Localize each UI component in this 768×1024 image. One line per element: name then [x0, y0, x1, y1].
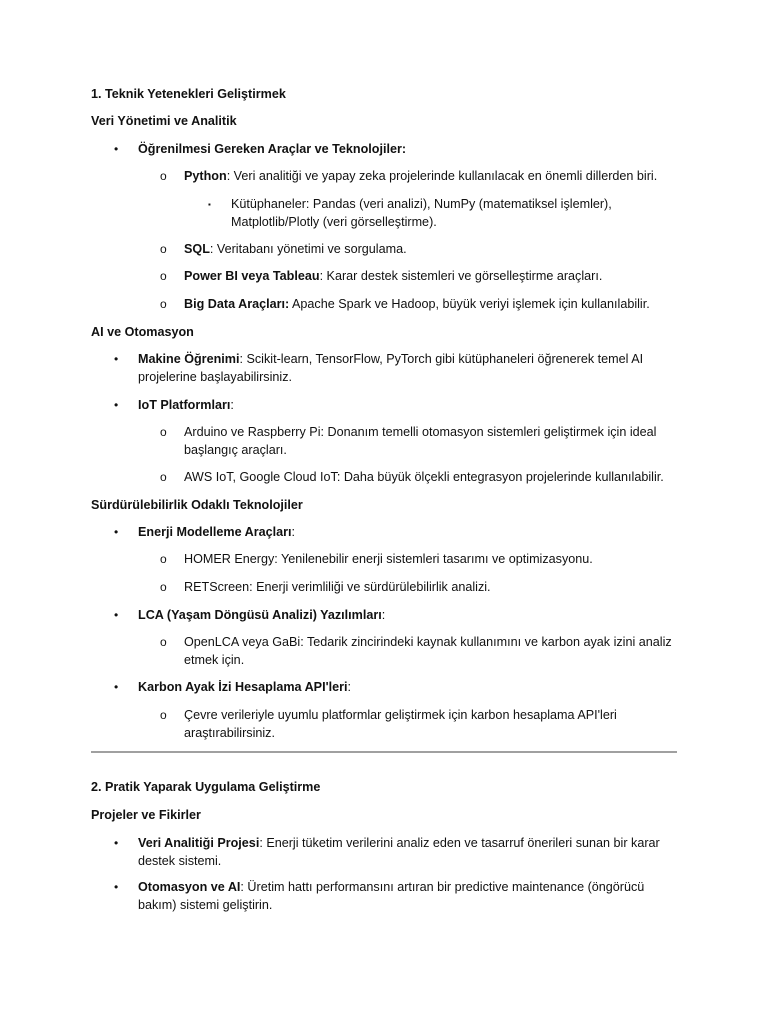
powerbi-text: : Karar destek sistemleri ve görselleştirme araçları.: [319, 269, 603, 283]
bigdata-text: Apache Spark ve Hadoop, büyük veriyi işlemek için kullanılabilir.: [289, 297, 650, 311]
list-item-cevre: [160, 707, 678, 742]
bullet-marker: •: [114, 680, 119, 694]
circle-marker: o: [160, 708, 167, 722]
bullet-marker: •: [114, 142, 119, 156]
circle-marker: o: [160, 470, 167, 484]
karbon-api-colon: :: [347, 680, 351, 694]
list-item-bigdata: [160, 296, 678, 314]
horizontal-rule: [91, 751, 677, 753]
otomasyon-ai-label: Otomasyon ve AI: [138, 880, 241, 894]
circle-marker: o: [160, 425, 167, 439]
homer-text: HOMER Energy: Yenilenebilir enerji sistemleri tasarımı ve optimizasyonu.: [184, 552, 593, 566]
circle-marker: o: [160, 297, 167, 311]
circle-marker: o: [160, 242, 167, 256]
retscreen-text: RETScreen: Enerji verimliliği ve sürdürülebilirlik analizi.: [184, 580, 491, 594]
list-item-sql: [160, 241, 678, 259]
bullet-marker: •: [114, 525, 119, 539]
heading-ai-otomasyon: AI ve Otomasyon: [91, 325, 194, 339]
list-item-otomasyon-ai: [114, 879, 678, 914]
heading-veri-yonetimi: Veri Yönetimi ve Analitik: [91, 114, 237, 128]
list-item-enerji-modelleme: [114, 524, 678, 542]
list-item-retscreen: [160, 579, 678, 597]
circle-marker: o: [160, 552, 167, 566]
veri-analitigi-label: Veri Analitiği Projesi: [138, 836, 260, 850]
arduino-text: Arduino ve Raspberry Pi: Donanım temelli otomasyon sistemleri geliştirmek için ideal başlangıç araçları.: [184, 425, 657, 457]
list-item-homer: [160, 551, 678, 569]
sql-label: SQL: [184, 242, 210, 256]
kutuphaneler-text: Kütüphaneler: Pandas (veri analizi), NumPy (matematiksel işlemler), Matplotlib/Plotly (veri görselleştirme).: [231, 197, 612, 229]
square-marker: ▪: [208, 200, 211, 209]
list-item-araclar: [114, 141, 678, 159]
openlca-text: OpenLCA veya GaBi: Tedarik zincirindeki kaynak kullanımını ve karbon ayak izini analiz etmek için.: [184, 635, 672, 667]
bullet-marker: •: [114, 608, 119, 622]
list-item-karbon-api: [114, 679, 678, 697]
veri-analitigi-text: : Enerji tüketim verilerini analiz eden ve tasarruf önerileri sunan bir karar destek sistemi.: [138, 836, 660, 868]
list-item-lca: [114, 607, 678, 625]
circle-marker: o: [160, 269, 167, 283]
lca-label: LCA (Yaşam Döngüsü Analizi) Yazılımları: [138, 608, 382, 622]
circle-marker: o: [160, 169, 167, 183]
list-item-iot: [114, 397, 678, 415]
bigdata-label: Big Data Araçları:: [184, 297, 290, 311]
circle-marker: o: [160, 580, 167, 594]
list-item-kutuphaneler: [208, 196, 671, 231]
list-item-arduino: [160, 424, 678, 459]
makine-ogrenimi-text: : Scikit-learn, TensorFlow, PyTorch gibi kütüphaneleri öğrenerek temel AI projelerine başlayabilirsiniz.: [138, 352, 644, 384]
lca-colon: :: [381, 608, 386, 622]
list-item-python: [160, 168, 678, 186]
enerji-modelleme-colon: :: [291, 525, 296, 539]
karbon-api-label: Karbon Ayak İzi Hesaplama API'leri: [138, 680, 348, 694]
bullet-marker: •: [114, 352, 119, 366]
list-item-powerbi: [160, 268, 678, 286]
section-2-title: 2. Pratik Yaparak Uygulama Geliştirme: [91, 780, 321, 794]
makine-ogrenimi-label: Makine Öğrenimi: [138, 352, 240, 366]
otomasyon-ai-text: : Üretim hattı performansını artıran bir predictive maintenance (öngörücü bakım) sistemi geliştirin.: [138, 880, 645, 912]
bullet-marker: •: [114, 398, 119, 412]
iot-colon: :: [230, 398, 234, 412]
araclar-label: Öğrenilmesi Gereken Araçlar ve Teknolojiler:: [138, 142, 407, 156]
powerbi-label: Power BI veya Tableau: [184, 269, 320, 283]
python-text: : Veri analitiği ve yapay zeka projelerinde kullanılacak en önemli dillerden biri.: [226, 169, 658, 183]
list-item-makine-ogrenimi: [114, 351, 678, 386]
section-1-title: 1. Teknik Yetenekleri Geliştirmek: [91, 87, 286, 101]
list-item-openlca: [160, 634, 678, 669]
circle-marker: o: [160, 635, 167, 649]
heading-projeler: Projeler ve Fikirler: [91, 808, 201, 822]
sql-text: : Veritabanı yönetimi ve sorgulama.: [209, 242, 407, 256]
cevre-text: Çevre verileriyle uyumlu platformlar geliştirmek için karbon hesaplama API'leri araştırabilirsiniz.: [184, 708, 617, 740]
list-item-aws: [160, 469, 678, 487]
bullet-marker: •: [114, 836, 119, 850]
bullet-marker: •: [114, 880, 119, 894]
heading-surdurulebilirlik: Sürdürülebilirlik Odaklı Teknolojiler: [91, 498, 303, 512]
python-label: Python: [184, 169, 227, 183]
enerji-modelleme-label: Enerji Modelleme Araçları: [138, 525, 292, 539]
list-item-veri-analitigi: [114, 835, 678, 870]
aws-text: AWS IoT, Google Cloud IoT: Daha büyük ölçekli entegrasyon projelerinde kullanılabilir.: [184, 470, 664, 484]
iot-label: IoT Platformları: [138, 398, 231, 412]
